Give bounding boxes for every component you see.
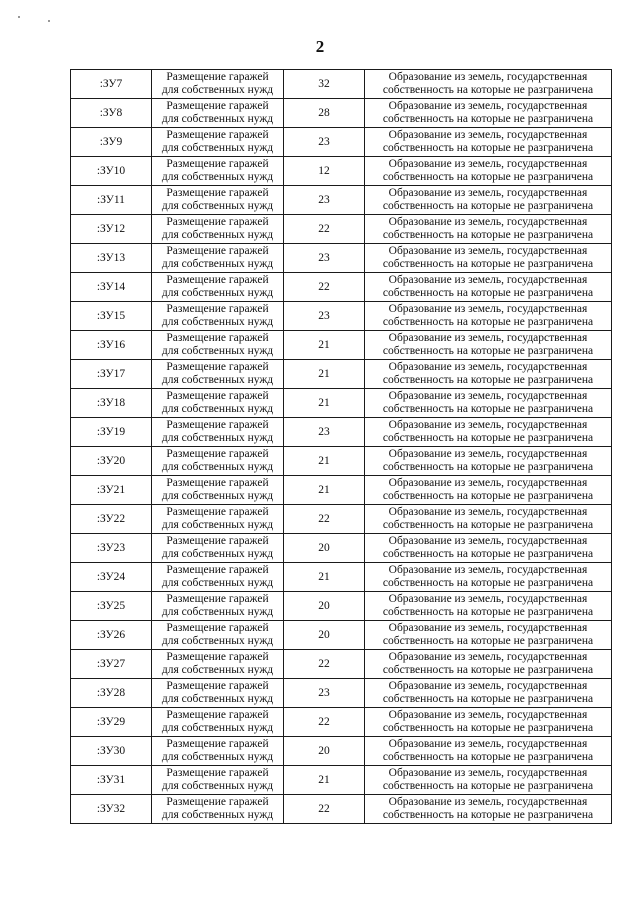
area-cell: 20 [284,737,365,766]
permitted-use-cell [152,215,284,244]
formation-method-cell [365,244,612,273]
plot-id-cell: :ЗУ23 [71,534,152,563]
permitted-use-cell [152,650,284,679]
area-cell: 21 [284,563,365,592]
formation-method-line-1: Образование из земель, государственная [388,477,588,489]
formation-method-line-2: собственность на которые не разграничена [382,229,594,241]
scan-speck [18,16,20,18]
area-cell: 23 [284,418,365,447]
permitted-use-line-1: Размещение гаражей [166,419,269,431]
formation-method-line-2: собственность на которые не разграничена [382,258,594,270]
formation-method-line-2: собственность на которые не разграничена [382,142,594,154]
permitted-use-line-2: для собственных нужд [161,171,274,183]
formation-method-line-1: Образование из земель, государственная [388,622,588,634]
formation-method-line-2: собственность на которые не разграничена [382,171,594,183]
table-body [71,70,612,824]
permitted-use-cell [152,418,284,447]
table-row [71,534,612,563]
plot-id-cell: :ЗУ21 [71,476,152,505]
permitted-use-line-1: Размещение гаражей [166,274,269,286]
table-row [71,708,612,737]
formation-method-line-1: Образование из земель, государственная [388,709,588,721]
formation-method-cell [365,331,612,360]
formation-method-line-1: Образование из земель, государственная [388,100,588,112]
permitted-use-line-1: Размещение гаражей [166,303,269,315]
formation-method-line-2: собственность на которые не разграничена [382,461,594,473]
formation-method-cell [365,708,612,737]
table-row [71,679,612,708]
permitted-use-line-2: для собственных нужд [161,635,274,647]
area-cell: 20 [284,592,365,621]
area-cell: 21 [284,331,365,360]
permitted-use-line-1: Размещение гаражей [166,680,269,692]
permitted-use-line-2: для собственных нужд [161,577,274,589]
formation-method-cell [365,679,612,708]
formation-method-line-2: собственность на которые не разграничена [382,113,594,125]
plot-id-cell: :ЗУ8 [71,99,152,128]
plot-id-cell: :ЗУ11 [71,186,152,215]
permitted-use-cell [152,505,284,534]
formation-method-line-1: Образование из земель, государственная [388,187,588,199]
formation-method-line-1: Образование из земель, государственная [388,71,588,83]
area-cell: 23 [284,186,365,215]
table-row [71,360,612,389]
permitted-use-line-2: для собственных нужд [161,461,274,473]
table-row [71,447,612,476]
formation-method-cell [365,621,612,650]
permitted-use-line-2: для собственных нужд [161,751,274,763]
table-row [71,418,612,447]
formation-method-line-2: собственность на которые не разграничена [382,316,594,328]
plot-id-cell: :ЗУ19 [71,418,152,447]
permitted-use-cell [152,795,284,824]
plot-id-cell: :ЗУ27 [71,650,152,679]
formation-method-line-2: собственность на которые не разграничена [382,519,594,531]
formation-method-line-1: Образование из земель, государственная [388,419,588,431]
area-cell: 22 [284,708,365,737]
permitted-use-line-2: для собственных нужд [161,606,274,618]
formation-method-line-2: собственность на которые не разграничена [382,374,594,386]
permitted-use-cell [152,244,284,273]
formation-method-line-1: Образование из земель, государственная [388,216,588,228]
permitted-use-line-1: Размещение гаражей [166,216,269,228]
area-cell: 20 [284,621,365,650]
permitted-use-cell [152,563,284,592]
permitted-use-line-1: Размещение гаражей [166,709,269,721]
formation-method-cell [365,302,612,331]
formation-method-line-2: собственность на которые не разграничена [382,84,594,96]
table-row [71,302,612,331]
formation-method-cell [365,534,612,563]
permitted-use-cell [152,737,284,766]
table-row [71,766,612,795]
permitted-use-line-2: для собственных нужд [161,142,274,154]
permitted-use-line-1: Размещение гаражей [166,506,269,518]
table-row [71,389,612,418]
area-cell: 21 [284,389,365,418]
area-cell: 23 [284,679,365,708]
permitted-use-cell [152,273,284,302]
formation-method-line-1: Образование из земель, государственная [388,129,588,141]
formation-method-line-1: Образование из земель, государственная [388,158,588,170]
formation-method-cell [365,70,612,99]
plot-id-cell: :ЗУ25 [71,592,152,621]
area-cell: 23 [284,244,365,273]
permitted-use-line-1: Размещение гаражей [166,158,269,170]
plot-id-cell: :ЗУ30 [71,737,152,766]
permitted-use-line-2: для собственных нужд [161,809,274,821]
formation-method-cell [365,418,612,447]
table-row [71,650,612,679]
plot-id-cell: :ЗУ16 [71,331,152,360]
permitted-use-line-1: Размещение гаражей [166,361,269,373]
permitted-use-line-2: для собственных нужд [161,345,274,357]
formation-method-line-2: собственность на которые не разграничена [382,722,594,734]
formation-method-line-1: Образование из земель, государственная [388,767,588,779]
formation-method-line-1: Образование из земель, государственная [388,506,588,518]
permitted-use-line-1: Размещение гаражей [166,129,269,141]
plot-id-cell: :ЗУ12 [71,215,152,244]
permitted-use-line-1: Размещение гаражей [166,535,269,547]
permitted-use-line-1: Размещение гаражей [166,622,269,634]
area-cell: 22 [284,650,365,679]
permitted-use-line-1: Размещение гаражей [166,187,269,199]
permitted-use-line-1: Размещение гаражей [166,448,269,460]
page-number: 2 [315,37,325,56]
formation-method-line-2: собственность на которые не разграничена [382,432,594,444]
permitted-use-line-2: для собственных нужд [161,287,274,299]
table-row [71,795,612,824]
area-cell: 28 [284,99,365,128]
permitted-use-cell [152,302,284,331]
formation-method-cell [365,99,612,128]
formation-method-line-2: собственность на которые не разграничена [382,200,594,212]
formation-method-line-2: собственность на которые не разграничена [382,287,594,299]
formation-method-line-1: Образование из земель, государственная [388,738,588,750]
plot-id-cell: :ЗУ7 [71,70,152,99]
formation-method-line-2: собственность на которые не разграничена [382,490,594,502]
permitted-use-cell [152,70,284,99]
plot-id-cell: :ЗУ26 [71,621,152,650]
plot-id-cell: :ЗУ14 [71,273,152,302]
formation-method-line-1: Образование из земель, государственная [388,448,588,460]
permitted-use-line-2: для собственных нужд [161,316,274,328]
plot-id-cell: :ЗУ18 [71,389,152,418]
permitted-use-line-2: для собственных нужд [161,693,274,705]
formation-method-line-1: Образование из земель, государственная [388,680,588,692]
plot-id-cell: :ЗУ22 [71,505,152,534]
formation-method-line-2: собственность на которые не разграничена [382,751,594,763]
permitted-use-line-2: для собственных нужд [161,664,274,676]
formation-method-cell [365,186,612,215]
permitted-use-cell [152,621,284,650]
table-row [71,215,612,244]
area-cell: 22 [284,215,365,244]
area-cell: 12 [284,157,365,186]
formation-method-line-1: Образование из земель, государственная [388,593,588,605]
permitted-use-line-2: для собственных нужд [161,432,274,444]
plot-id-cell: :ЗУ13 [71,244,152,273]
permitted-use-line-2: для собственных нужд [161,780,274,792]
area-cell: 21 [284,766,365,795]
permitted-use-cell [152,534,284,563]
permitted-use-cell [152,331,284,360]
formation-method-cell [365,592,612,621]
area-cell: 21 [284,360,365,389]
formation-method-line-2: собственность на которые не разграничена [382,606,594,618]
scan-speck [48,20,50,22]
area-cell: 23 [284,302,365,331]
formation-method-cell [365,766,612,795]
permitted-use-line-1: Размещение гаражей [166,71,269,83]
formation-method-cell [365,563,612,592]
formation-method-cell [365,389,612,418]
plot-id-cell: :ЗУ9 [71,128,152,157]
permitted-use-cell [152,186,284,215]
formation-method-cell [365,157,612,186]
permitted-use-line-1: Размещение гаражей [166,245,269,257]
plot-id-cell: :ЗУ15 [71,302,152,331]
table-row [71,70,612,99]
formation-method-line-2: собственность на которые не разграничена [382,403,594,415]
plot-id-cell: :ЗУ28 [71,679,152,708]
permitted-use-line-2: для собственных нужд [161,519,274,531]
formation-method-cell [365,476,612,505]
table-row [71,505,612,534]
plot-id-cell: :ЗУ29 [71,708,152,737]
formation-method-cell [365,650,612,679]
plot-id-cell: :ЗУ24 [71,563,152,592]
area-cell: 22 [284,273,365,302]
permitted-use-line-2: для собственных нужд [161,200,274,212]
plot-id-cell: :ЗУ10 [71,157,152,186]
permitted-use-line-2: для собственных нужд [161,229,274,241]
permitted-use-cell [152,128,284,157]
formation-method-line-1: Образование из земель, государственная [388,361,588,373]
permitted-use-cell [152,679,284,708]
permitted-use-cell [152,708,284,737]
table-row [71,273,612,302]
formation-method-cell [365,360,612,389]
formation-method-line-1: Образование из земель, государственная [388,535,588,547]
plot-id-cell: :ЗУ17 [71,360,152,389]
formation-method-line-2: собственность на которые не разграничена [382,809,594,821]
permitted-use-line-1: Размещение гаражей [166,564,269,576]
permitted-use-line-1: Размещение гаражей [166,390,269,402]
area-cell: 20 [284,534,365,563]
formation-method-line-1: Образование из земель, государственная [388,796,588,808]
permitted-use-cell [152,157,284,186]
table-row [71,244,612,273]
formation-method-line-1: Образование из земель, государственная [388,245,588,257]
plot-id-cell: :ЗУ31 [71,766,152,795]
formation-method-line-2: собственность на которые не разграничена [382,635,594,647]
formation-method-cell [365,215,612,244]
formation-method-cell [365,447,612,476]
table-row [71,621,612,650]
permitted-use-line-2: для собственных нужд [161,722,274,734]
permitted-use-cell [152,99,284,128]
formation-method-line-2: собственность на которые не разграничена [382,780,594,792]
permitted-use-cell [152,360,284,389]
formation-method-line-2: собственность на которые не разграничена [382,664,594,676]
permitted-use-line-1: Размещение гаражей [166,651,269,663]
permitted-use-line-1: Размещение гаражей [166,738,269,750]
table-row [71,737,612,766]
permitted-use-line-1: Размещение гаражей [166,477,269,489]
permitted-use-line-2: для собственных нужд [161,374,274,386]
table-row [71,128,612,157]
table-row [71,476,612,505]
permitted-use-line-1: Размещение гаражей [166,593,269,605]
area-cell: 21 [284,447,365,476]
table-row [71,592,612,621]
plot-id-cell: :ЗУ32 [71,795,152,824]
formation-method-line-2: собственность на которые не разграничена [382,345,594,357]
table-row [71,331,612,360]
area-cell: 23 [284,128,365,157]
table-row [71,99,612,128]
table-row [71,157,612,186]
formation-method-cell [365,273,612,302]
permitted-use-line-1: Размещение гаражей [166,332,269,344]
formation-method-line-1: Образование из земель, государственная [388,651,588,663]
formation-method-cell [365,737,612,766]
formation-method-line-1: Образование из земель, государственная [388,274,588,286]
area-cell: 22 [284,795,365,824]
land-plots-table [70,69,612,824]
permitted-use-cell [152,389,284,418]
permitted-use-line-1: Размещение гаражей [166,796,269,808]
permitted-use-cell [152,476,284,505]
formation-method-line-1: Образование из земель, государственная [388,390,588,402]
permitted-use-line-2: для собственных нужд [161,113,274,125]
permitted-use-cell [152,447,284,476]
permitted-use-line-1: Размещение гаражей [166,767,269,779]
formation-method-cell [365,795,612,824]
table-row [71,186,612,215]
formation-method-line-1: Образование из земель, государственная [388,332,588,344]
plot-id-cell: :ЗУ20 [71,447,152,476]
formation-method-line-2: собственность на которые не разграничена [382,577,594,589]
formation-method-cell [365,505,612,534]
permitted-use-line-2: для собственных нужд [161,84,274,96]
formation-method-line-2: собственность на которые не разграничена [382,548,594,560]
formation-method-line-1: Образование из земель, государственная [388,303,588,315]
permitted-use-cell [152,592,284,621]
formation-method-cell [365,128,612,157]
formation-method-line-2: собственность на которые не разграничена [382,693,594,705]
permitted-use-line-1: Размещение гаражей [166,100,269,112]
permitted-use-cell [152,766,284,795]
permitted-use-line-2: для собственных нужд [161,548,274,560]
permitted-use-line-2: для собственных нужд [161,258,274,270]
table-row [71,563,612,592]
permitted-use-line-2: для собственных нужд [161,490,274,502]
permitted-use-line-2: для собственных нужд [161,403,274,415]
area-cell: 32 [284,70,365,99]
area-cell: 22 [284,505,365,534]
area-cell: 21 [284,476,365,505]
formation-method-line-1: Образование из земель, государственная [388,564,588,576]
